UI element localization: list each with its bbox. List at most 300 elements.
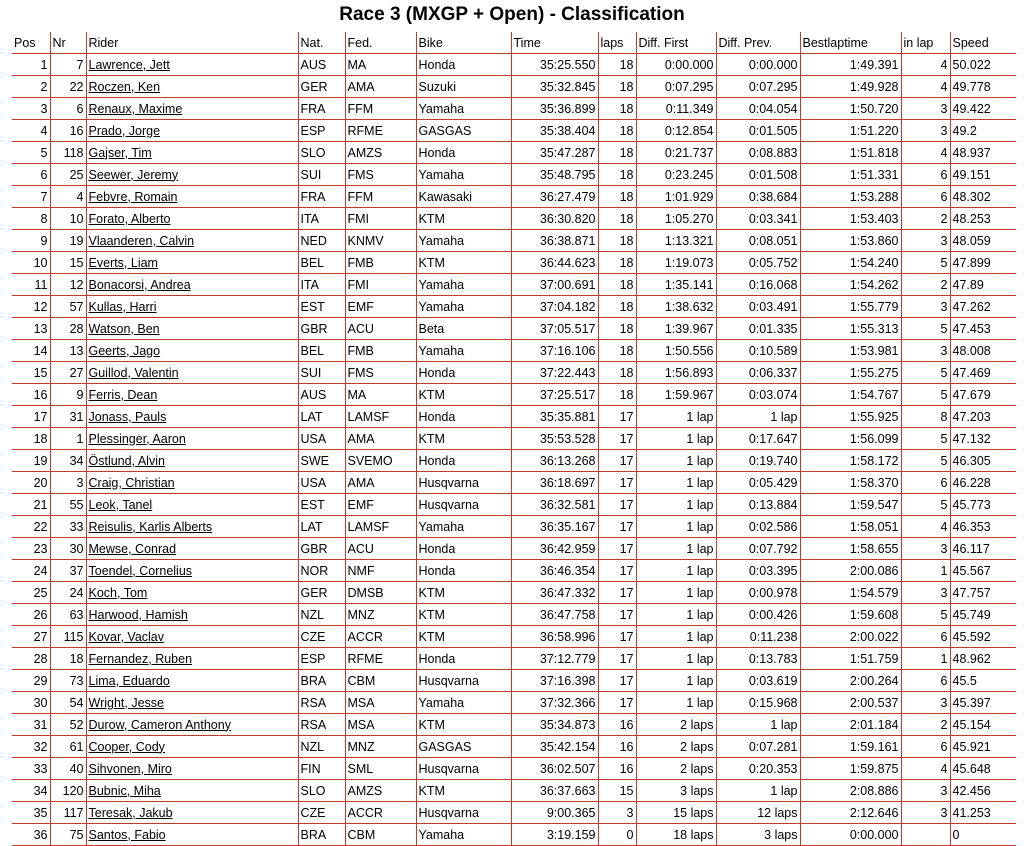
cell-diff-first: 1 lap [636, 406, 716, 428]
cell-diff-prev: 0:20.353 [716, 758, 800, 780]
cell-laps: 17 [598, 516, 636, 538]
table-row [12, 54, 1016, 76]
cell-speed: 42.456 [950, 780, 1016, 802]
column-header-speed: Speed [950, 32, 1016, 54]
cell-diff-first: 1 lap [636, 538, 716, 560]
cell-nat: GBR [298, 538, 345, 560]
cell-diff-first: 1:38.632 [636, 296, 716, 318]
cell-fed: FMB [345, 252, 416, 274]
cell-rider [86, 758, 298, 780]
cell-in-lap: 5 [901, 252, 950, 274]
cell-nr: 115 [50, 626, 86, 648]
cell-in-lap: 4 [901, 54, 950, 76]
cell-rider [86, 76, 298, 98]
cell-time: 37:00.691 [511, 274, 598, 296]
cell-speed: 46.353 [950, 516, 1016, 538]
cell-bestlaptime: 1:53.403 [800, 208, 901, 230]
table-row [12, 208, 1016, 230]
cell-diff-first: 1 lap [636, 582, 716, 604]
cell-fed: AMZS [345, 142, 416, 164]
cell-nat: SWE [298, 450, 345, 472]
cell-in-lap: 1 [901, 648, 950, 670]
rider-link[interactable]: Roczen, Ken [88, 79, 161, 94]
cell-fed: LAMSF [345, 406, 416, 428]
cell-speed: 45.154 [950, 714, 1016, 736]
rider-link[interactable]: Renaux, Maxime [88, 101, 183, 116]
cell-rider [86, 494, 298, 516]
cell-diff-first: 0:12.854 [636, 120, 716, 142]
cell-diff-first: 1:05.270 [636, 208, 716, 230]
cell-nat: NZL [298, 736, 345, 758]
cell-in-lap: 3 [901, 692, 950, 714]
column-header-nr: Nr [50, 32, 86, 54]
cell-nat: ITA [298, 208, 345, 230]
cell-nat: CZE [298, 626, 345, 648]
cell-bestlaptime: 1:49.391 [800, 54, 901, 76]
cell-nr: 75 [50, 824, 86, 846]
cell-diff-prev: 0:15.968 [716, 692, 800, 714]
cell-nat: FRA [298, 98, 345, 120]
cell-speed: 45.567 [950, 560, 1016, 582]
cell-pos: 27 [12, 626, 50, 648]
cell-rider [86, 560, 298, 582]
cell-nr: 40 [50, 758, 86, 780]
cell-diff-prev: 0:03.395 [716, 560, 800, 582]
cell-pos: 26 [12, 604, 50, 626]
cell-speed: 47.757 [950, 582, 1016, 604]
cell-speed: 48.962 [950, 648, 1016, 670]
cell-nr: 37 [50, 560, 86, 582]
cell-fed: FMS [345, 164, 416, 186]
cell-bike: Husqvarna [416, 802, 511, 824]
cell-in-lap: 6 [901, 164, 950, 186]
cell-in-lap: 3 [901, 340, 950, 362]
cell-pos: 32 [12, 736, 50, 758]
cell-bike: Honda [416, 406, 511, 428]
cell-diff-first: 0:07.295 [636, 76, 716, 98]
cell-fed: MSA [345, 714, 416, 736]
rider-link[interactable]: Teresak, Jakub [88, 805, 173, 820]
cell-laps: 18 [598, 186, 636, 208]
cell-time: 36:18.697 [511, 472, 598, 494]
cell-in-lap: 5 [901, 450, 950, 472]
cell-pos: 3 [12, 98, 50, 120]
cell-diff-first: 3 laps [636, 780, 716, 802]
cell-nat: USA [298, 472, 345, 494]
cell-bike: Honda [416, 648, 511, 670]
cell-rider [86, 296, 298, 318]
cell-bestlaptime: 1:51.331 [800, 164, 901, 186]
cell-bike: Yamaha [416, 98, 511, 120]
cell-bestlaptime: 1:58.172 [800, 450, 901, 472]
cell-time: 37:12.779 [511, 648, 598, 670]
rider-link[interactable]: Sihvonen, Miro [88, 761, 172, 776]
cell-diff-prev: 0:16.068 [716, 274, 800, 296]
cell-speed: 45.397 [950, 692, 1016, 714]
cell-bestlaptime: 1:51.220 [800, 120, 901, 142]
cell-laps: 16 [598, 758, 636, 780]
cell-nat: RSA [298, 714, 345, 736]
cell-time: 36:27.479 [511, 186, 598, 208]
cell-diff-prev: 0:03.074 [716, 384, 800, 406]
cell-speed: 50.022 [950, 54, 1016, 76]
cell-time: 35:38.404 [511, 120, 598, 142]
rider-link[interactable]: Ferris, Dean [88, 387, 158, 402]
cell-bestlaptime: 0:00.000 [800, 824, 901, 846]
cell-pos: 17 [12, 406, 50, 428]
cell-time: 35:25.550 [511, 54, 598, 76]
cell-time: 37:16.398 [511, 670, 598, 692]
cell-nr: 57 [50, 296, 86, 318]
cell-diff-first: 0:21.737 [636, 142, 716, 164]
cell-bestlaptime: 1:54.262 [800, 274, 901, 296]
cell-rider [86, 230, 298, 252]
cell-fed: EMF [345, 494, 416, 516]
cell-speed: 47.203 [950, 406, 1016, 428]
cell-bestlaptime: 1:51.759 [800, 648, 901, 670]
cell-laps: 18 [598, 54, 636, 76]
rider-link[interactable]: Guillod, Valentin [88, 365, 179, 380]
cell-time: 36:44.623 [511, 252, 598, 274]
cell-time: 35:35.881 [511, 406, 598, 428]
cell-laps: 18 [598, 142, 636, 164]
cell-nr: 31 [50, 406, 86, 428]
cell-nr: 118 [50, 142, 86, 164]
cell-speed: 45.5 [950, 670, 1016, 692]
cell-fed: FMI [345, 274, 416, 296]
cell-speed: 47.899 [950, 252, 1016, 274]
cell-pos: 31 [12, 714, 50, 736]
cell-time: 35:48.795 [511, 164, 598, 186]
cell-laps: 15 [598, 780, 636, 802]
cell-nat: USA [298, 428, 345, 450]
cell-diff-prev: 0:00.978 [716, 582, 800, 604]
rider-link[interactable]: Östlund, Alvin [88, 453, 165, 468]
cell-in-lap: 2 [901, 274, 950, 296]
page-title: Race 3 (MXGP + Open) - Classification [339, 4, 685, 25]
cell-pos: 21 [12, 494, 50, 516]
cell-fed: FFM [345, 98, 416, 120]
cell-fed: MA [345, 54, 416, 76]
rider-link[interactable]: Forato, Alberto [88, 211, 171, 226]
cell-time: 36:58.996 [511, 626, 598, 648]
rider-link[interactable]: Wright, Jesse [88, 695, 164, 710]
cell-pos: 28 [12, 648, 50, 670]
cell-diff-prev: 0:07.281 [716, 736, 800, 758]
cell-rider [86, 802, 298, 824]
cell-pos: 2 [12, 76, 50, 98]
cell-laps: 16 [598, 714, 636, 736]
cell-diff-prev: 1 lap [716, 714, 800, 736]
rider-link[interactable]: Leok, Tanel [88, 497, 153, 512]
cell-bestlaptime: 1:55.779 [800, 296, 901, 318]
cell-pos: 20 [12, 472, 50, 494]
cell-laps: 17 [598, 450, 636, 472]
cell-bike: KTM [416, 428, 511, 450]
cell-diff-first: 1:35.141 [636, 274, 716, 296]
cell-rider [86, 692, 298, 714]
cell-time: 37:04.182 [511, 296, 598, 318]
cell-bike: Husqvarna [416, 472, 511, 494]
cell-nr: 9 [50, 384, 86, 406]
cell-nat: SLO [298, 142, 345, 164]
cell-diff-first: 0:23.245 [636, 164, 716, 186]
cell-in-lap [901, 824, 950, 846]
cell-fed: CBM [345, 670, 416, 692]
cell-diff-prev: 0:13.783 [716, 648, 800, 670]
cell-time: 35:42.154 [511, 736, 598, 758]
cell-laps: 17 [598, 494, 636, 516]
rider-link[interactable]: Harwood, Hamish [88, 607, 188, 622]
cell-pos: 36 [12, 824, 50, 846]
cell-nat: BRA [298, 824, 345, 846]
table-row [12, 758, 1016, 780]
cell-bike: Yamaha [416, 230, 511, 252]
cell-time: 3:19.159 [511, 824, 598, 846]
cell-diff-first: 1:01.929 [636, 186, 716, 208]
rider-link[interactable]: Lima, Eduardo [88, 673, 170, 688]
table-row [12, 120, 1016, 142]
rider-link[interactable]: Febvre, Romain [88, 189, 178, 204]
cell-time: 37:05.517 [511, 318, 598, 340]
cell-nat: BEL [298, 252, 345, 274]
column-header-rider: Rider [86, 32, 298, 54]
table-row [12, 186, 1016, 208]
cell-laps: 18 [598, 230, 636, 252]
cell-rider [86, 208, 298, 230]
cell-bike: Kawasaki [416, 186, 511, 208]
cell-bestlaptime: 2:00.264 [800, 670, 901, 692]
cell-rider [86, 362, 298, 384]
rider-link[interactable]: Lawrence, Jett [88, 57, 170, 72]
cell-pos: 18 [12, 428, 50, 450]
column-header-bike: Bike [416, 32, 511, 54]
cell-nr: 7 [50, 54, 86, 76]
cell-speed: 0 [950, 824, 1016, 846]
rider-link[interactable]: Santos, Fabio [88, 827, 166, 842]
cell-nr: 13 [50, 340, 86, 362]
cell-pos: 6 [12, 164, 50, 186]
cell-nat: FRA [298, 186, 345, 208]
cell-bestlaptime: 1:54.579 [800, 582, 901, 604]
cell-laps: 18 [598, 76, 636, 98]
cell-diff-first: 1 lap [636, 450, 716, 472]
cell-diff-prev: 0:13.884 [716, 494, 800, 516]
cell-bestlaptime: 1:55.925 [800, 406, 901, 428]
cell-nr: 12 [50, 274, 86, 296]
cell-nat: AUS [298, 54, 345, 76]
cell-fed: ACU [345, 318, 416, 340]
cell-nat: LAT [298, 516, 345, 538]
cell-diff-prev: 0:03.341 [716, 208, 800, 230]
cell-bestlaptime: 2:00.086 [800, 560, 901, 582]
cell-laps: 17 [598, 604, 636, 626]
column-header-bestlaptime: Bestlaptime [800, 32, 901, 54]
table-row [12, 450, 1016, 472]
cell-diff-first: 1:50.556 [636, 340, 716, 362]
cell-diff-prev: 0:38.684 [716, 186, 800, 208]
cell-diff-prev: 0:03.619 [716, 670, 800, 692]
table-row [12, 428, 1016, 450]
cell-diff-first: 1 lap [636, 648, 716, 670]
rider-link[interactable]: Cooper, Cody [88, 739, 165, 754]
cell-laps: 18 [598, 208, 636, 230]
cell-fed: FMI [345, 208, 416, 230]
cell-fed: NMF [345, 560, 416, 582]
cell-diff-prev: 1 lap [716, 780, 800, 802]
cell-in-lap: 6 [901, 472, 950, 494]
cell-fed: MA [345, 384, 416, 406]
rider-link[interactable]: Vlaanderen, Calvin [88, 233, 195, 248]
cell-diff-first: 15 laps [636, 802, 716, 824]
cell-nr: 24 [50, 582, 86, 604]
rider-link[interactable]: Seewer, Jeremy [88, 167, 179, 182]
cell-in-lap: 2 [901, 714, 950, 736]
cell-rider [86, 714, 298, 736]
cell-pos: 19 [12, 450, 50, 472]
cell-laps: 17 [598, 406, 636, 428]
cell-nat: CZE [298, 802, 345, 824]
cell-speed: 47.262 [950, 296, 1016, 318]
cell-rider [86, 252, 298, 274]
cell-fed: LAMSF [345, 516, 416, 538]
cell-fed: FFM [345, 186, 416, 208]
cell-bestlaptime: 1:58.655 [800, 538, 901, 560]
cell-pos: 22 [12, 516, 50, 538]
cell-rider [86, 98, 298, 120]
table-row [12, 406, 1016, 428]
cell-time: 37:32.366 [511, 692, 598, 714]
cell-bestlaptime: 1:58.370 [800, 472, 901, 494]
rider-link[interactable]: Craig, Christian [88, 475, 175, 490]
rider-link[interactable]: Bubnic, Miha [88, 783, 161, 798]
table-row [12, 538, 1016, 560]
rider-link[interactable]: Geerts, Jago [88, 343, 161, 358]
cell-pos: 34 [12, 780, 50, 802]
cell-diff-first: 2 laps [636, 714, 716, 736]
cell-laps: 16 [598, 736, 636, 758]
cell-bestlaptime: 1:58.051 [800, 516, 901, 538]
rider-link[interactable]: Everts, Liam [88, 255, 158, 270]
cell-nat: NZL [298, 604, 345, 626]
rider-link[interactable]: Toendel, Cornelius [88, 563, 193, 578]
rider-link[interactable]: Prado, Jorge [88, 123, 161, 138]
cell-nr: 55 [50, 494, 86, 516]
cell-diff-first: 1 lap [636, 560, 716, 582]
cell-time: 37:16.106 [511, 340, 598, 362]
table-row [12, 626, 1016, 648]
table-row [12, 98, 1016, 120]
cell-bike: Honda [416, 142, 511, 164]
table-row [12, 714, 1016, 736]
cell-laps: 17 [598, 428, 636, 450]
cell-rider [86, 626, 298, 648]
cell-time: 35:36.899 [511, 98, 598, 120]
cell-laps: 18 [598, 252, 636, 274]
cell-nr: 19 [50, 230, 86, 252]
rider-link[interactable]: Reisulis, Karlis Alberts [88, 519, 213, 534]
cell-nat: ESP [298, 648, 345, 670]
cell-laps: 18 [598, 120, 636, 142]
cell-rider [86, 736, 298, 758]
cell-bike: KTM [416, 604, 511, 626]
cell-bike: GASGAS [416, 120, 511, 142]
rider-link[interactable]: Kullas, Harri [88, 299, 157, 314]
cell-nat: GER [298, 582, 345, 604]
cell-pos: 10 [12, 252, 50, 274]
cell-time: 9:00.365 [511, 802, 598, 824]
table-row [12, 252, 1016, 274]
cell-diff-prev: 0:19.740 [716, 450, 800, 472]
column-header-nat: Nat. [298, 32, 345, 54]
cell-in-lap: 6 [901, 186, 950, 208]
cell-rider [86, 120, 298, 142]
cell-in-lap: 1 [901, 560, 950, 582]
column-header-pos: Pos [12, 32, 50, 54]
cell-fed: ACCR [345, 802, 416, 824]
cell-diff-first: 2 laps [636, 758, 716, 780]
cell-in-lap: 3 [901, 98, 950, 120]
cell-diff-prev: 0:00.426 [716, 604, 800, 626]
cell-diff-prev: 3 laps [716, 824, 800, 846]
cell-in-lap: 5 [901, 362, 950, 384]
cell-bike: Beta [416, 318, 511, 340]
cell-rider [86, 186, 298, 208]
rider-link[interactable]: Fernandez, Ruben [88, 651, 193, 666]
rider-link[interactable]: Watson, Ben [88, 321, 160, 336]
rider-link[interactable]: Jonass, Pauls [88, 409, 167, 424]
rider-link[interactable]: Bonacorsi, Andrea [88, 277, 191, 292]
rider-link[interactable]: Koch, Tom [88, 585, 148, 600]
rider-link[interactable]: Mewse, Conrad [88, 541, 177, 556]
cell-rider [86, 164, 298, 186]
cell-time: 35:47.287 [511, 142, 598, 164]
cell-laps: 17 [598, 692, 636, 714]
rider-link[interactable]: Kovar, Vaclav [88, 629, 165, 644]
cell-nat: BRA [298, 670, 345, 692]
cell-nr: 6 [50, 98, 86, 120]
column-header-in-lap: in lap [901, 32, 950, 54]
rider-link[interactable]: Gajser, Tim [88, 145, 152, 160]
cell-rider [86, 274, 298, 296]
cell-laps: 17 [598, 648, 636, 670]
cell-bestlaptime: 2:01.184 [800, 714, 901, 736]
cell-speed: 46.117 [950, 538, 1016, 560]
cell-laps: 17 [598, 538, 636, 560]
cell-laps: 18 [598, 340, 636, 362]
cell-pos: 15 [12, 362, 50, 384]
rider-link[interactable]: Plessinger, Aaron [88, 431, 186, 446]
table-row [12, 340, 1016, 362]
cell-nat: SUI [298, 164, 345, 186]
cell-bike: Honda [416, 538, 511, 560]
table-row [12, 692, 1016, 714]
cell-pos: 4 [12, 120, 50, 142]
cell-laps: 18 [598, 164, 636, 186]
cell-diff-prev: 0:10.589 [716, 340, 800, 362]
cell-bestlaptime: 1:51.818 [800, 142, 901, 164]
cell-time: 36:37.663 [511, 780, 598, 802]
cell-diff-first: 1 lap [636, 604, 716, 626]
cell-time: 35:32.845 [511, 76, 598, 98]
cell-pos: 35 [12, 802, 50, 824]
rider-link[interactable]: Durow, Cameron Anthony [88, 717, 231, 732]
cell-fed: KNMV [345, 230, 416, 252]
cell-time: 36:42.959 [511, 538, 598, 560]
cell-laps: 17 [598, 560, 636, 582]
cell-diff-prev: 0:02.586 [716, 516, 800, 538]
cell-pos: 29 [12, 670, 50, 692]
